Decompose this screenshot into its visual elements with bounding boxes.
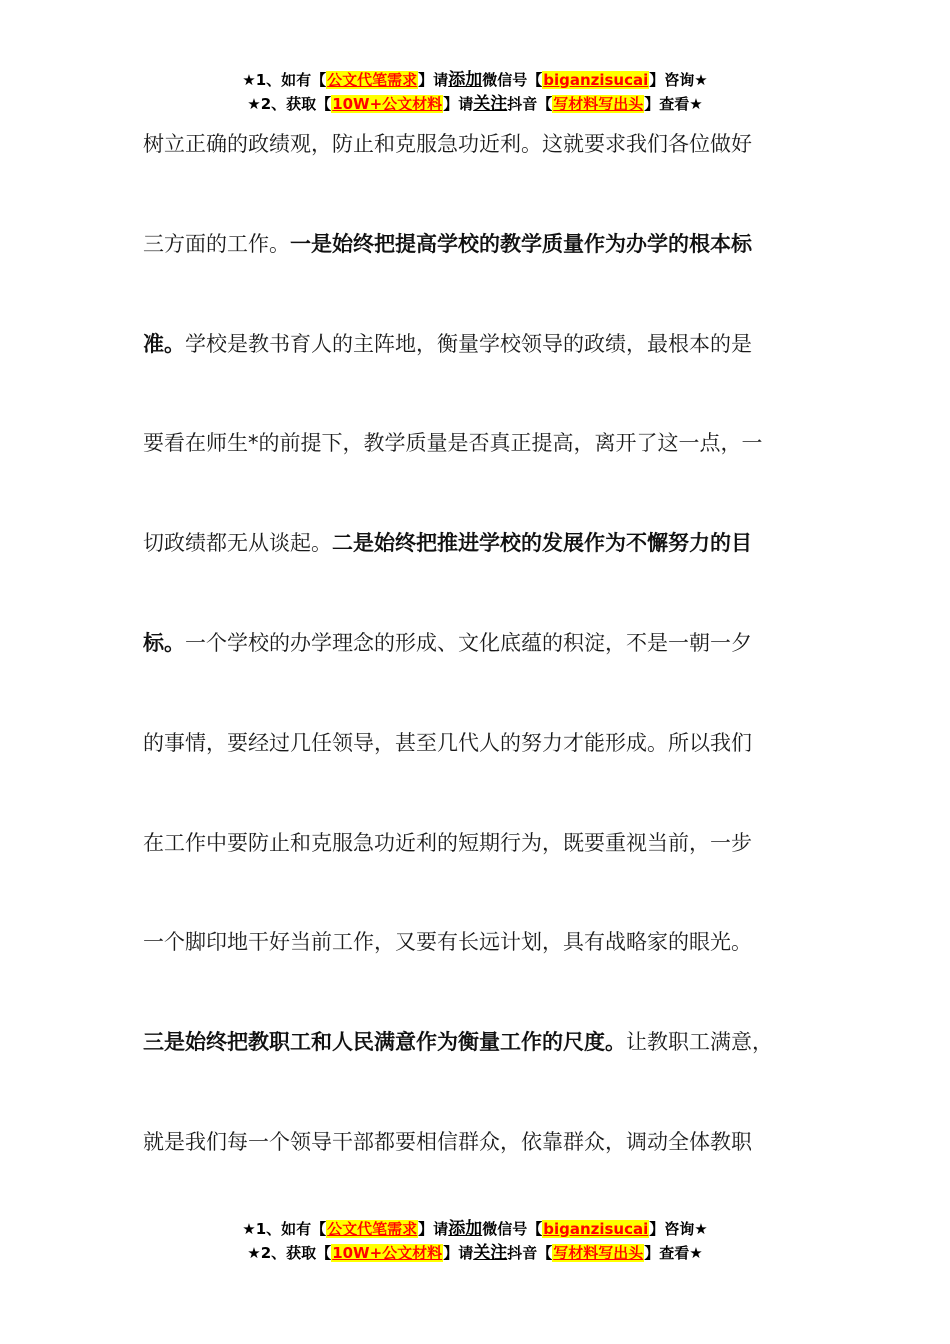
body-line: 一个脚印地干好当前工作，又要有长远计划，具有战略家的眼光。 [143, 930, 752, 955]
body-line: 切政绩都无从谈起。二是始终把推进学校的发展作为不懈努力的目 [143, 531, 752, 556]
highlight-wechat-id: biganzisucai [543, 1220, 649, 1238]
body-line: 就是我们每一个领导干部都要相信群众，依靠群众，调动全体教职 [143, 1129, 752, 1154]
body-line: 在工作中要防止和克服急功近利的短期行为，既要重视当前，一步 [143, 830, 752, 855]
banner-line-2: ★2、获取【10W+公文材料】请关注抖音【写材料写出头】查看★ [247, 94, 703, 114]
banner-line-1: ★1、如有【公文代笔需求】请添加微信号【biganzisucai】咨询★ [242, 1219, 708, 1239]
banner-line-1: ★1、如有【公文代笔需求】请添加微信号【biganzisucai】咨询★ [242, 70, 708, 90]
highlight-douyin-account: 写材料写出头 [553, 95, 644, 113]
body-line: 的事情，要经过几任领导，甚至几代人的努力才能形成。所以我们 [143, 730, 752, 755]
footer-banner [0, 1217, 950, 1265]
body-line: 三是始终把教职工和人民满意作为衡量工作的尺度。让教职工满意， [143, 1030, 773, 1055]
body-line: 要看在师生*的前提下，教学质量是否真正提高，离开了这一点，一 [143, 431, 763, 456]
highlight-materials: 10W+公文材料 [332, 1244, 443, 1262]
body-line: 树立正确的政绩观，防止和克服急功近利。这就要求我们各位做好 [143, 132, 752, 156]
body-line: 准。学校是教书育人的主阵地，衡量学校领导的政绩，最根本的是 [143, 331, 752, 356]
body-line: 标。一个学校的办学理念的形成、文化底蕴的积淀，不是一朝一夕 [143, 630, 752, 655]
highlight-wechat-id: biganzisucai [543, 71, 649, 89]
banner-line-2: ★2、获取【10W+公文材料】请关注抖音【写材料写出头】查看★ [247, 1243, 703, 1263]
highlight-douyin-account: 写材料写出头 [553, 1244, 644, 1262]
highlight-service: 公文代笔需求 [327, 71, 418, 89]
body-line: 三方面的工作。一是始终把提高学校的教学质量作为办学的根本标 [143, 231, 752, 256]
header-banner [0, 68, 950, 116]
document-body [143, 124, 843, 1222]
highlight-materials: 10W+公文材料 [332, 95, 443, 113]
highlight-service: 公文代笔需求 [327, 1220, 418, 1238]
